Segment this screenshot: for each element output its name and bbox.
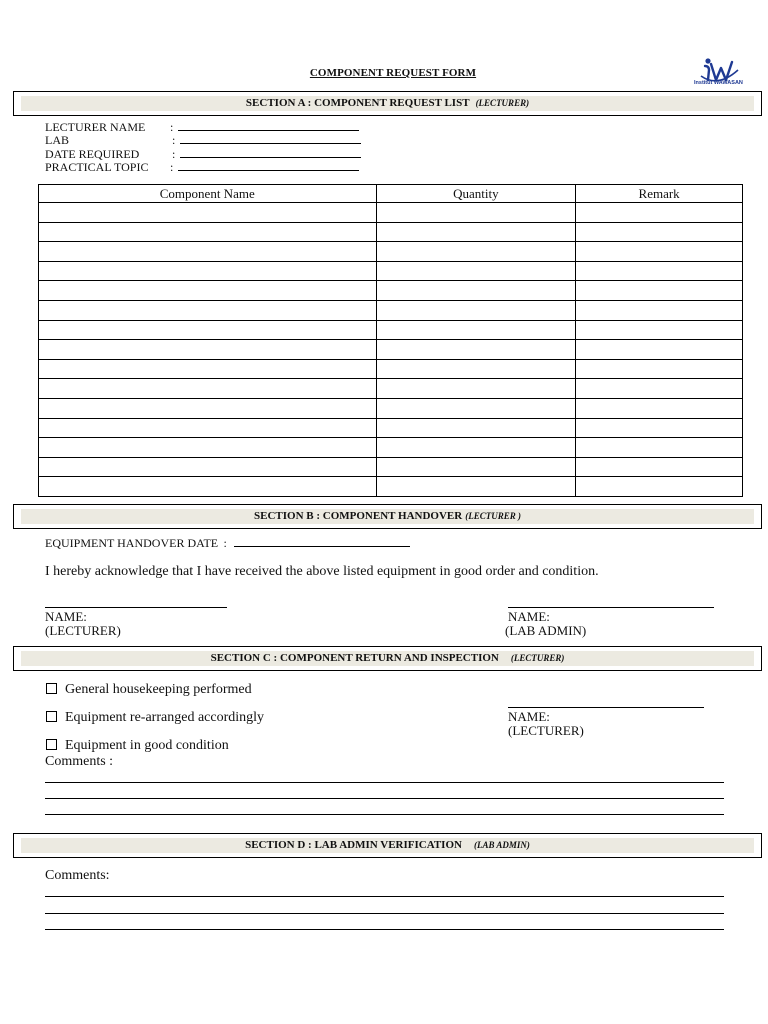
component-name-cell[interactable] (39, 261, 377, 281)
table-header-row (39, 185, 743, 203)
quantity-cell[interactable] (376, 203, 576, 223)
component-name-cell[interactable] (39, 340, 377, 360)
component-table (38, 184, 743, 497)
table-row (39, 222, 743, 242)
checkbox-icon[interactable] (46, 683, 57, 694)
remark-cell[interactable] (576, 300, 743, 320)
lecturer-name-line[interactable] (178, 121, 359, 131)
practical-topic-line[interactable] (178, 161, 359, 171)
quantity-cell[interactable] (376, 398, 576, 418)
table-row (39, 320, 743, 340)
remark-cell[interactable] (576, 340, 743, 360)
col-remark: Remark (576, 185, 743, 203)
table-row (39, 379, 743, 399)
remark-cell[interactable] (576, 203, 743, 223)
remark-cell[interactable] (576, 457, 743, 477)
lab-label: LAB (45, 133, 69, 148)
remark-cell[interactable] (576, 359, 743, 379)
quantity-cell[interactable] (376, 242, 576, 262)
component-name-cell[interactable] (39, 457, 377, 477)
quantity-cell[interactable] (376, 379, 576, 399)
section-c-title: SECTION C : COMPONENT RETURN AND INSPECTION (210, 652, 499, 664)
sig-b-left-name: NAME: (45, 609, 87, 624)
table-row (39, 418, 743, 438)
institution-logo (696, 56, 744, 90)
section-c-comments-label: Comments : (45, 754, 114, 769)
table-row (39, 203, 743, 223)
sig-b-right-role: (LAB ADMIN) (505, 623, 587, 638)
section-a-header (13, 91, 762, 116)
quantity-cell[interactable] (376, 281, 576, 301)
lab-line[interactable] (180, 134, 361, 144)
table-row (39, 477, 743, 497)
practical-topic-field[interactable]: PRACTICAL TOPIC : (45, 161, 359, 174)
comment-line[interactable] (45, 798, 724, 799)
date-required-line[interactable] (180, 148, 361, 158)
section-a-role: (LECTURER) (475, 98, 530, 108)
component-name-cell[interactable] (39, 300, 377, 320)
component-table-body (39, 203, 743, 497)
component-name-cell[interactable] (39, 320, 377, 340)
quantity-cell[interactable] (376, 300, 576, 320)
checkbox-icon[interactable] (46, 711, 57, 722)
sig-b-right-name: NAME: (508, 609, 550, 624)
table-row (39, 340, 743, 360)
date-required-field[interactable]: DATE REQUIRED : (45, 148, 361, 161)
section-d-role: (LAB ADMIN) (473, 840, 530, 850)
col-quantity: Quantity (376, 185, 576, 203)
section-b-role: (LECTURER ) (465, 511, 521, 521)
table-row (39, 242, 743, 262)
handover-date-line[interactable] (234, 537, 410, 547)
quantity-cell[interactable] (376, 261, 576, 281)
remark-cell[interactable] (576, 418, 743, 438)
check-good-condition[interactable]: Equipment in good condition (46, 738, 229, 754)
table-row (39, 359, 743, 379)
remark-cell[interactable] (576, 261, 743, 281)
comment-line[interactable] (45, 896, 724, 897)
quantity-cell[interactable] (376, 457, 576, 477)
col-component-name: Component Name (39, 185, 377, 203)
section-a-title: SECTION A : COMPONENT REQUEST LIST (245, 97, 470, 109)
lecturer-signature-line[interactable] (45, 607, 227, 608)
component-name-cell[interactable] (39, 281, 377, 301)
component-name-cell[interactable] (39, 477, 377, 497)
practical-topic-label: PRACTICAL TOPIC (45, 160, 149, 175)
table-row (39, 457, 743, 477)
lecturer-name-field[interactable]: LECTURER NAME : (45, 121, 359, 134)
check-housekeeping[interactable]: General housekeeping performed (46, 682, 252, 698)
quantity-cell[interactable] (376, 418, 576, 438)
handover-date-field[interactable]: EQUIPMENT HANDOVER DATE : (45, 537, 410, 550)
section-b-header (13, 504, 762, 529)
date-required-label: DATE REQUIRED (45, 146, 140, 161)
comment-line[interactable] (45, 929, 724, 930)
quantity-cell[interactable] (376, 477, 576, 497)
component-name-cell[interactable] (39, 398, 377, 418)
sig-c-role: (LECTURER) (508, 723, 584, 738)
table-row (39, 398, 743, 418)
component-name-cell[interactable] (39, 203, 377, 223)
handover-date-label: EQUIPMENT HANDOVER DATE (45, 536, 219, 550)
component-name-cell[interactable] (39, 222, 377, 242)
section-d-comments-label: Comments: (45, 868, 110, 883)
checkbox-icon[interactable] (46, 739, 57, 750)
component-name-cell[interactable] (39, 379, 377, 399)
remark-cell[interactable] (576, 320, 743, 340)
quantity-cell[interactable] (376, 438, 576, 458)
section-c-header (13, 646, 762, 671)
form-title: COMPONENT REQUEST FORM (309, 67, 477, 79)
component-name-cell[interactable] (39, 242, 377, 262)
quantity-cell[interactable] (376, 222, 576, 242)
quantity-cell[interactable] (376, 340, 576, 360)
component-name-cell[interactable] (39, 359, 377, 379)
quantity-cell[interactable] (376, 359, 576, 379)
remark-cell[interactable] (576, 438, 743, 458)
table-row (39, 438, 743, 458)
sig-b-left-role: (LECTURER) (45, 623, 121, 638)
comment-line[interactable] (45, 913, 724, 914)
table-row (39, 281, 743, 301)
return-signature-line[interactable] (508, 707, 704, 708)
section-d-title: SECTION D : LAB ADMIN VERIFICATION (245, 839, 462, 851)
remark-cell[interactable] (576, 281, 743, 301)
section-d-header (13, 833, 762, 858)
remark-cell[interactable] (576, 242, 743, 262)
acknowledge-text: I hereby acknowledge that I have received the above listed equipment in good order and condition. (45, 564, 599, 579)
remark-cell[interactable] (576, 379, 743, 399)
logo-text: Institut WAWASAN (694, 80, 743, 86)
comment-line[interactable] (45, 814, 724, 815)
section-c-role: (LECTURER) (510, 653, 565, 663)
lecturer-name-label: LECTURER NAME (45, 120, 146, 134)
remark-cell[interactable] (576, 398, 743, 418)
quantity-cell[interactable] (376, 320, 576, 340)
lab-field[interactable]: LAB : (45, 134, 361, 147)
remark-cell[interactable] (576, 222, 743, 242)
table-row (39, 261, 743, 281)
remark-cell[interactable] (576, 477, 743, 497)
comment-line[interactable] (45, 782, 724, 783)
component-name-cell[interactable] (39, 418, 377, 438)
sig-c-name: NAME: (508, 709, 550, 724)
check-rearranged[interactable]: Equipment re-arranged accordingly (46, 710, 264, 726)
component-name-cell[interactable] (39, 438, 377, 458)
section-b-title: SECTION B : COMPONENT HANDOVER (254, 510, 463, 522)
table-row (39, 300, 743, 320)
lab-admin-signature-line[interactable] (508, 607, 714, 608)
